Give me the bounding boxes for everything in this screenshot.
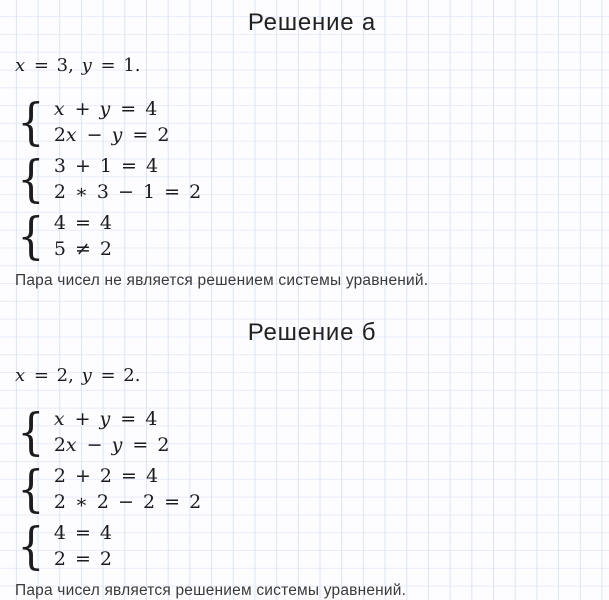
equation-line: 2 ∗ 3 − 1 = 2 xyxy=(53,181,202,203)
equation-column xyxy=(54,463,201,515)
section-b-given-values: x = 2, y = 2. xyxy=(15,365,141,386)
section-b-system-result xyxy=(15,517,609,575)
section-a-system-substituted xyxy=(15,150,609,208)
left-brace-icon: { xyxy=(17,150,45,208)
equation-line: 5 ≠ 2 xyxy=(53,238,112,260)
section-a-title: Решение а xyxy=(247,9,377,36)
section-a-system-result xyxy=(15,207,609,265)
equation-line: 4 = 4 xyxy=(53,522,112,544)
equation-column xyxy=(54,520,112,572)
left-brace-icon: { xyxy=(17,93,45,151)
equation-line: 2 ∗ 2 − 2 = 2 xyxy=(53,491,202,513)
section-b-system-original xyxy=(15,403,609,461)
section-a-conclusion: Пара чисел не является решением системы уравнений. xyxy=(15,272,429,289)
equation-column xyxy=(54,406,170,458)
equation-line: 2x − y = 2 xyxy=(53,434,170,456)
section-a-system-original xyxy=(15,93,609,151)
equation-line: 4 = 4 xyxy=(53,212,112,234)
equation-line: x + y = 4 xyxy=(53,408,158,430)
equation-column xyxy=(54,153,201,205)
section-b-title: Решение б xyxy=(247,319,377,346)
left-brace-icon: { xyxy=(17,460,45,518)
section-b-conclusion: Пара чисел является решением системы уравнений. xyxy=(15,582,407,599)
left-brace-icon: { xyxy=(17,403,45,461)
section-a-given-values: x = 3, y = 1. xyxy=(15,55,141,76)
section-b-system-substituted xyxy=(15,460,609,518)
equation-column xyxy=(54,210,112,262)
equation-line: 3 + 1 = 4 xyxy=(53,155,159,177)
equation-column xyxy=(54,96,170,148)
equation-line: x + y = 4 xyxy=(53,98,158,120)
equation-line: 2 + 2 = 4 xyxy=(53,465,159,487)
left-brace-icon: { xyxy=(17,517,45,575)
equation-line: 2x − y = 2 xyxy=(53,124,170,146)
equation-line: 2 = 2 xyxy=(53,548,112,570)
left-brace-icon: { xyxy=(17,207,45,265)
